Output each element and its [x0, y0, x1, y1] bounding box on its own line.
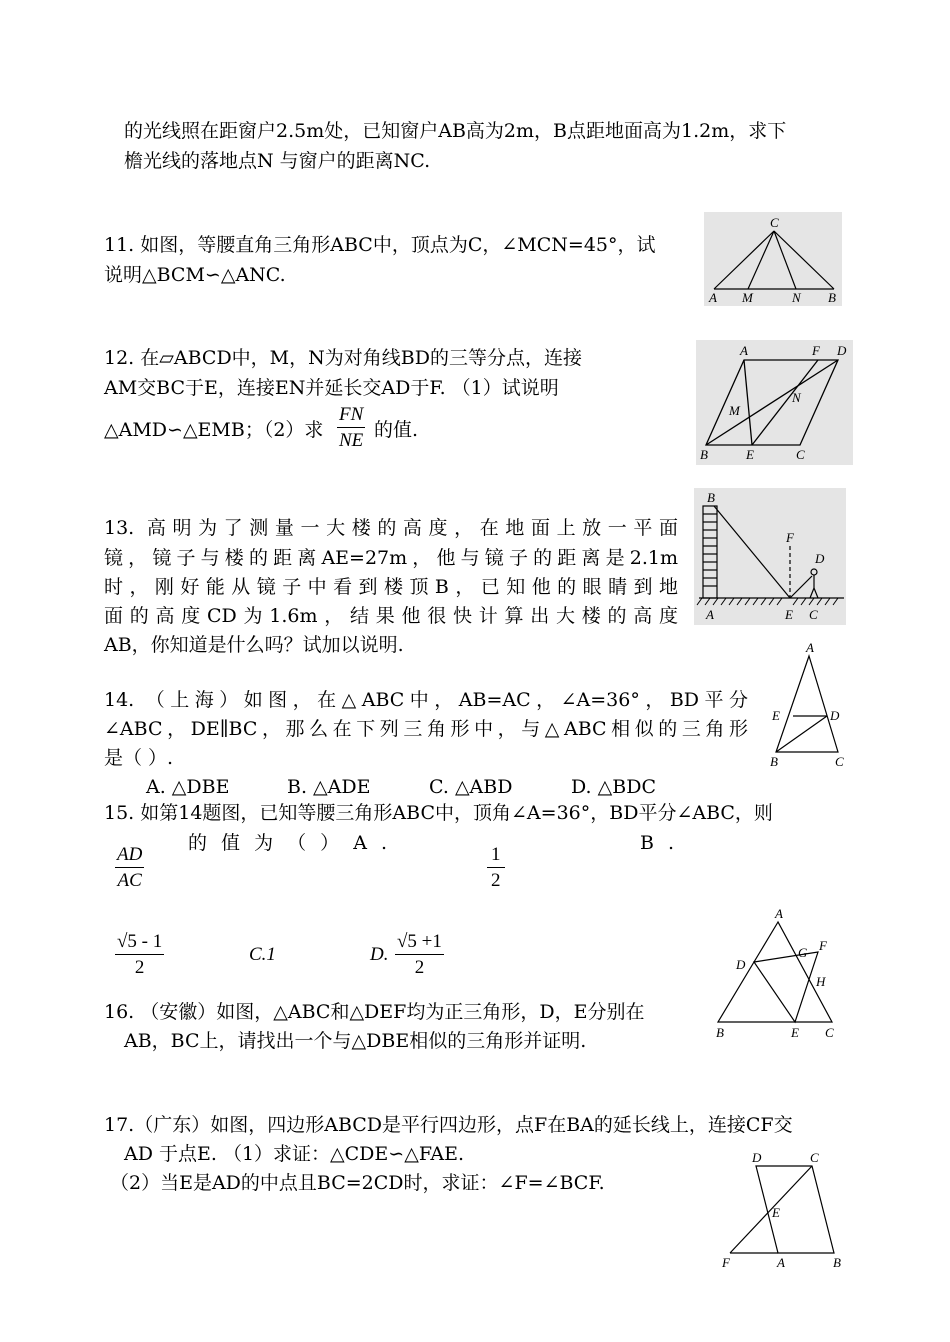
q17-figure: [716, 1148, 850, 1274]
q12-line2: AM交BC于E，连接EN并延长交AD于F. （1）试说明: [104, 377, 559, 399]
q16-label-d: D: [736, 957, 746, 972]
q13-line5: AB，你知道是什么吗？试加以说明.: [104, 634, 404, 656]
q12-frac-den: NE: [339, 430, 364, 451]
q16-line2: AB，BC上，请找出一个与△DBE相似的三角形并证明.: [124, 1030, 587, 1052]
q15-option-b-label: B .: [640, 832, 675, 854]
q14-option-c: C. △ABD: [429, 776, 513, 798]
q16-label-f: F: [819, 938, 827, 953]
q14-option-b: B. △ADE: [287, 776, 371, 798]
q13-label-f: F: [786, 530, 794, 545]
q16-figure: [712, 906, 842, 1044]
q14-label-c: C: [835, 754, 844, 769]
q15-line1: 15. 如第14题图，已知等腰三角形ABC中，顶角∠A=36°，BD平分∠ABC，则: [104, 802, 773, 824]
q11-label-m: M: [742, 290, 753, 305]
q13-label-c: C: [809, 607, 818, 622]
q17-label-a: A: [777, 1255, 785, 1270]
q14-figure: [764, 640, 852, 770]
q15-optb-num: 1: [487, 843, 505, 868]
q15-frac-num: AD: [115, 843, 144, 868]
q12-label-c: C: [796, 447, 805, 462]
q17-label-b: B: [833, 1255, 841, 1270]
q13-line3: 时，刚好能从镜子中看到楼顶B，已知他的眼睛到地: [104, 576, 678, 598]
q17-line3: （2）当E是AD的中点且BC=2CD时，求证：∠F=∠BCF.: [110, 1172, 605, 1194]
q17-line2: AD 于点E. （1）求证：△CDE∽△FAE.: [124, 1143, 464, 1165]
q12-figure: [696, 340, 853, 465]
q14-line2: ∠ABC，DE∥BC，那么在下列三角形中，与△ABC相似的三角形: [104, 718, 748, 740]
q17-label-e: E: [772, 1205, 780, 1220]
q12-label-d: D: [837, 343, 847, 358]
q12-label-e: E: [746, 447, 754, 462]
q13-line4: 面的高度CD为1.6m，结果他很快计算出大楼的高度: [104, 605, 678, 627]
q14-option-a: A. △DBE: [146, 776, 230, 798]
q11-line2: 说明△BCM∽△ANC.: [104, 264, 286, 286]
q15-line2: 的 值 为 （ ） A .: [188, 832, 387, 854]
q11-line1: 11. 如图，等腰直角三角形ABC中，顶点为C，∠MCN=45°，试: [104, 234, 656, 256]
q13-label-e: E: [785, 607, 793, 622]
q14-label-a: A: [806, 640, 814, 655]
q14-label-b: B: [770, 754, 778, 769]
q15-frac-ad-ac: [115, 843, 144, 894]
q16-line1: 16. （安徽）如图，△ABC和△DEF均为正三角形，D，E分别在: [104, 1001, 645, 1023]
q12-fraction: [337, 403, 365, 454]
q15-frac-den: AC: [117, 870, 142, 891]
q15-option-d-frac: [395, 930, 444, 981]
q12-line1: 12. 在▱ABCD中，M，N为对角线BD的三等分点，连接: [104, 347, 582, 369]
q17-label-f: F: [722, 1255, 730, 1270]
q10-line1: 的光线照在距窗户2.5m处，已知窗户AB高为2m，B点距地面高为1.2m，求下: [124, 120, 787, 142]
q11-figure: [704, 212, 842, 306]
q12-label-f: F: [812, 343, 820, 358]
q15-opta-num: √5 - 1: [115, 930, 164, 955]
q16-label-b: B: [716, 1025, 724, 1040]
q12-label-m: M: [729, 403, 740, 418]
q17-label-d: D: [752, 1150, 762, 1165]
q15-option-a-frac: [115, 930, 164, 981]
q13-label-d: D: [815, 551, 825, 566]
q15-opta-den: 2: [134, 957, 145, 978]
q12-label-n: N: [792, 390, 801, 405]
q11-label-n: N: [792, 290, 801, 305]
q12-label-a: A: [740, 343, 748, 358]
q17-line1: 17.（广东）如图，四边形ABCD是平行四边形，点F在BA的延长线上，连接CF交: [104, 1114, 793, 1136]
q13-line1: 13. 高明为了测量一大楼的高度，在地面上放一平面: [104, 517, 678, 539]
q14-line1: 14. （上海）如图，在△ABC中，AB=AC，∠A=36°，BD平分: [104, 689, 748, 711]
q16-label-c: C: [825, 1025, 834, 1040]
q15-option-c: C.1: [249, 944, 276, 965]
q11-label-b: B: [828, 290, 836, 305]
q13-figure: [694, 488, 846, 625]
q15-option-b-frac: [487, 843, 505, 894]
q12-line3b: 的值.: [374, 419, 419, 441]
q16-label-h: H: [816, 974, 826, 989]
q16-label-e: E: [791, 1025, 799, 1040]
q13-label-a: A: [706, 607, 714, 622]
q17-label-c: C: [810, 1150, 819, 1165]
q12-frac-num: FN: [337, 403, 365, 428]
q11-label-a: A: [709, 290, 717, 305]
q15-optd-den: 2: [414, 957, 425, 978]
q14-label-d: D: [830, 708, 840, 723]
q14-option-d: D. △BDC: [571, 776, 656, 798]
q10-line2: 檐光线的落地点N 与窗户的距离NC.: [124, 150, 431, 172]
q15-option-d-prefix: D.: [370, 944, 389, 965]
q15-optb-den: 2: [491, 870, 501, 891]
q14-line3: 是（ ）.: [104, 747, 174, 769]
q16-label-a: A: [775, 906, 783, 921]
q14-label-e: E: [772, 708, 780, 723]
q11-label-c: C: [770, 215, 779, 230]
q13-line2: 镜，镜子与楼的距离AE=27m，他与镜子的距离是2.1m: [104, 547, 678, 569]
q13-label-b: B: [707, 490, 715, 505]
q12-label-b: B: [700, 447, 708, 462]
q12-line3a: △AMD∽△EMB；（2）求: [104, 419, 324, 441]
q16-label-g: G: [798, 945, 808, 960]
q15-optd-num: √5 +1: [395, 930, 444, 955]
